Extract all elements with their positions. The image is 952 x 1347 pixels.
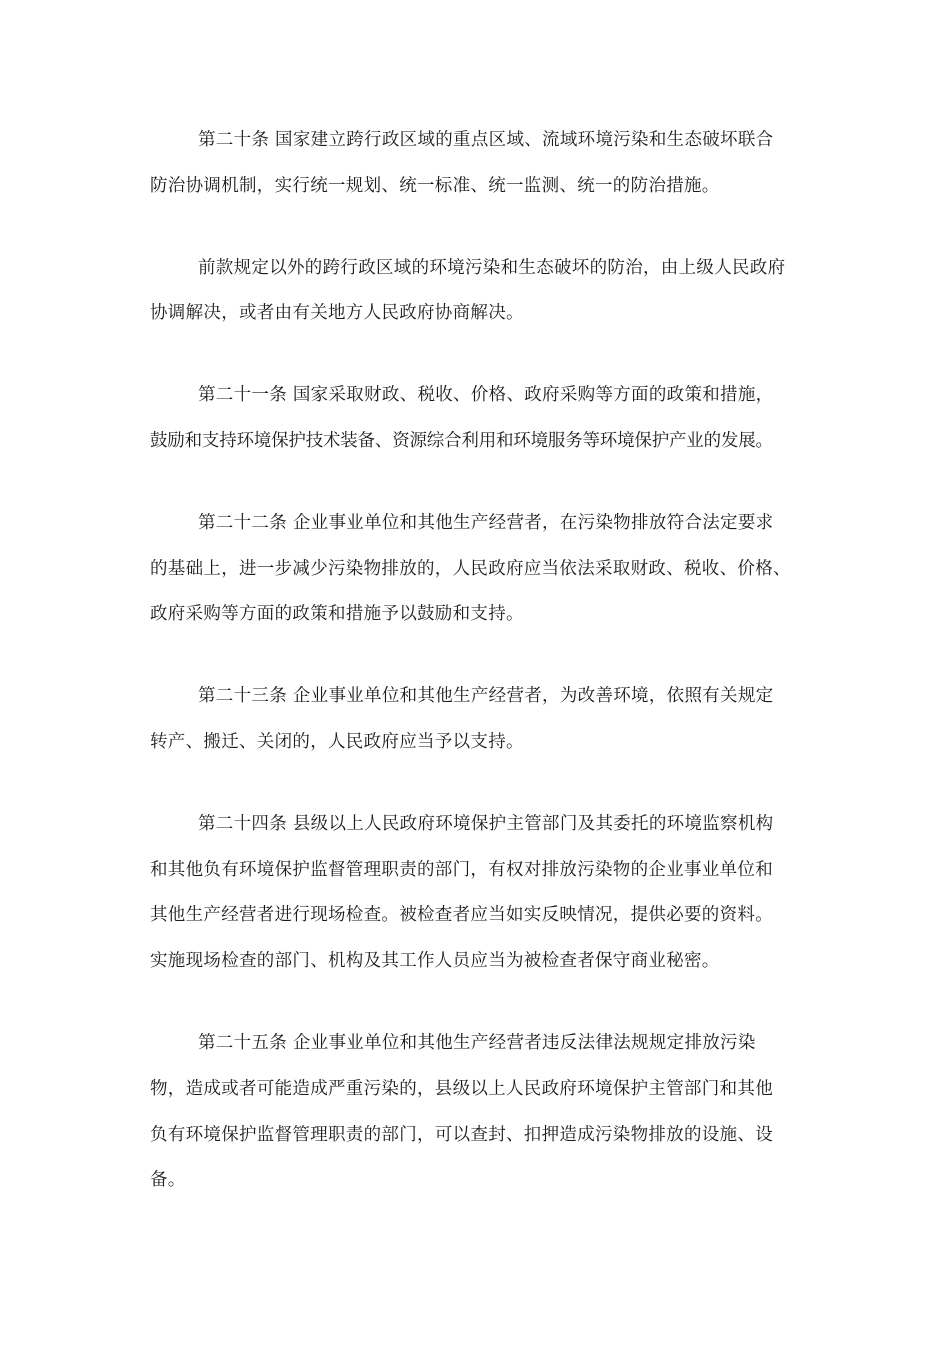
paragraph-line: 第二十四条 县级以上人民政府环境保护主管部门及其委托的环境监察机构 [198, 813, 774, 834]
paragraph-line: 第二十一条 国家采取财政、税收、价格、政府采购等方面的政策和措施， [198, 385, 774, 406]
paragraph-line: 备。 [150, 1170, 186, 1191]
paragraph-line: 第二十二条 企业事业单位和其他生产经营者，在污染物排放符合法定要求 [198, 512, 774, 533]
paragraph-line: 第二十五条 企业事业单位和其他生产经营者违反法律法规规定排放污染 [198, 1032, 756, 1053]
paragraph-article-25 [150, 1021, 830, 1204]
paragraph-line: 物，造成或者可能造成严重污染的，县级以上人民政府环境保护主管部门和其他 [150, 1078, 773, 1099]
paragraph-article-24 [150, 802, 830, 985]
paragraph-article-23 [150, 674, 830, 766]
paragraph-line: 鼓励和支持环境保护技术装备、资源综合利用和环境服务等环境保护产业的发展。 [150, 430, 773, 451]
paragraph-line: 第二十条 国家建立跨行政区域的重点区域、流域环境污染和生态破坏联合 [198, 130, 774, 150]
paragraph-line: 转产、搬迁、关闭的，人民政府应当予以支持。 [150, 731, 524, 752]
paragraph-line: 政府采购等方面的政策和措施予以鼓励和支持。 [150, 604, 524, 625]
paragraph-line: 协调解决，或者由有关地方人民政府协商解决。 [150, 303, 524, 324]
paragraph-line: 的基础上，进一步减少污染物排放的，人民政府应当依法采取财政、税收、价格、 [150, 558, 791, 579]
paragraph-article-21 [150, 373, 830, 465]
paragraph-line: 防治协调机制，实行统一规划、统一标准、统一监测、统一的防治措施。 [150, 175, 720, 196]
paragraph-article-20-clause [150, 246, 830, 338]
paragraph-line: 实施现场检查的部门、机构及其工作人员应当为被检查者保守商业秘密。 [150, 951, 720, 972]
document-body [150, 118, 830, 1240]
paragraph-line: 负有环境保护监督管理职责的部门，可以查封、扣押造成污染物排放的设施、设 [150, 1124, 773, 1145]
paragraph-article-22 [150, 501, 830, 638]
paragraph-line: 和其他负有环境保护监督管理职责的部门，有权对排放污染物的企业事业单位和 [150, 859, 773, 880]
paragraph-line: 前款规定以外的跨行政区域的环境污染和生态破坏的防治，由上级人民政府 [198, 257, 786, 278]
paragraph-line: 其他生产经营者进行现场检查。被检查者应当如实反映情况，提供必要的资料。 [150, 905, 773, 926]
paragraph-line: 第二十三条 企业事业单位和其他生产经营者，为改善环境，依照有关规定 [198, 686, 774, 707]
paragraph-article-20 [150, 118, 830, 210]
